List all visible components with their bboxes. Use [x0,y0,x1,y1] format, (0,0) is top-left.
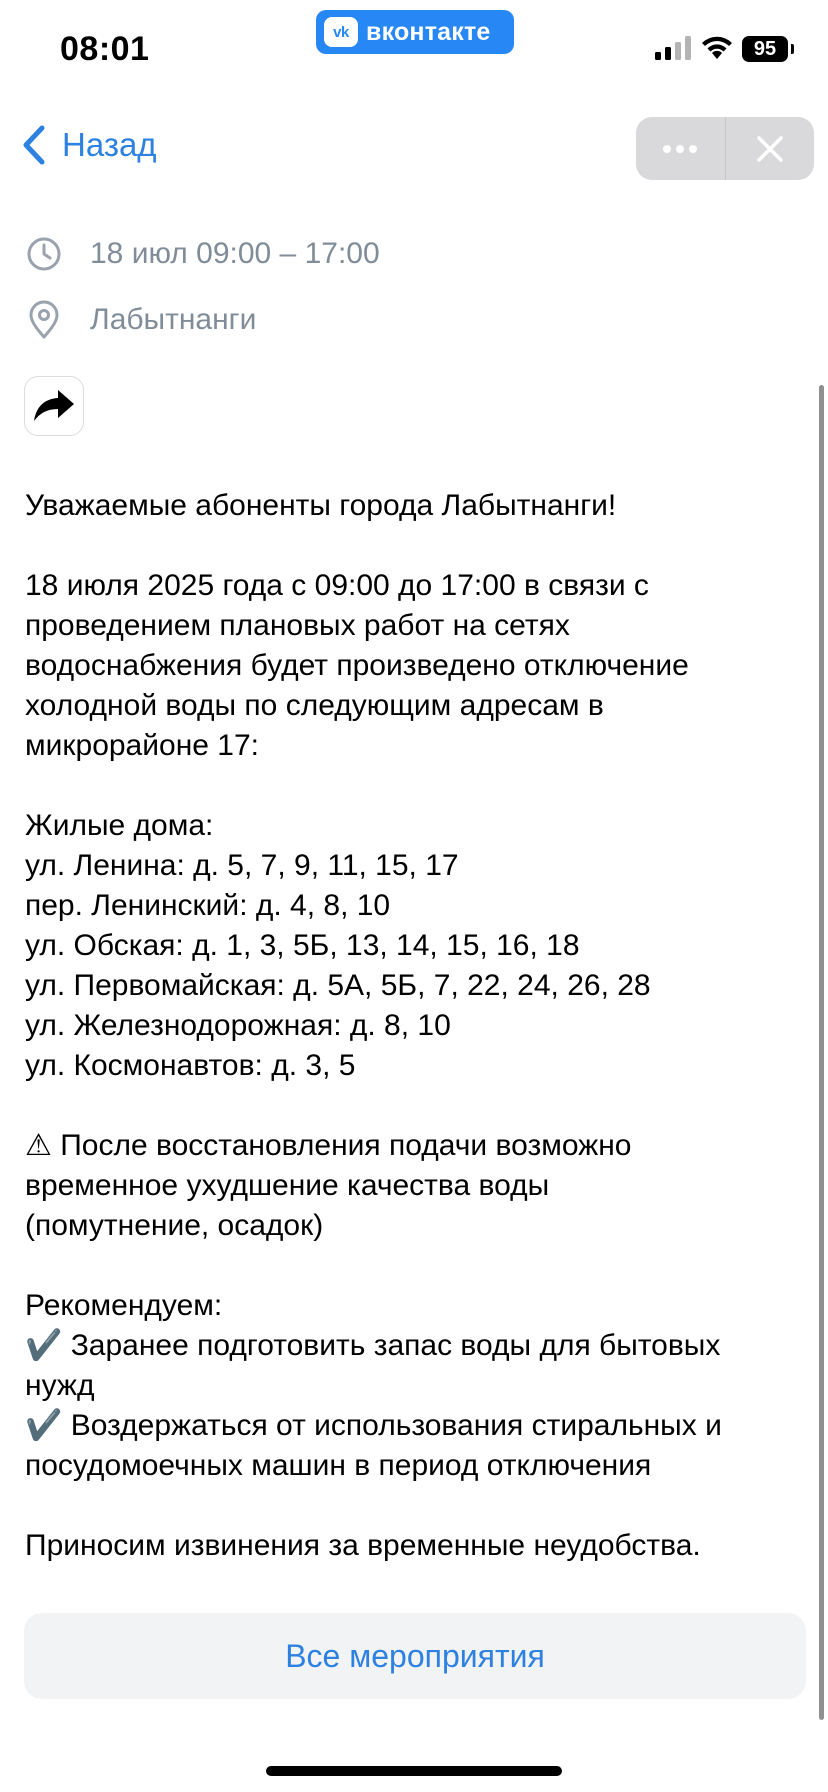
address-line: ул. Ленина: д. 5, 7, 9, 11, 15, 17 [25,849,459,882]
share-arrow-icon [32,388,76,424]
paragraph-gap [25,526,805,566]
post-body [25,486,805,1566]
address-line: ул. Первомайская: д. 5А, 5Б, 7, 22, 24, 26, 28 [25,969,651,1002]
cellular-signal-icon [655,36,693,60]
battery-level: 95 [742,36,788,62]
paragraph-gap [25,1486,805,1526]
location-pin-icon [26,300,62,340]
chevron-left-icon [20,124,48,166]
more-button[interactable] [636,117,725,180]
address-line: ул. Космонавтов: д. 3, 5 [25,1049,356,1082]
vk-badge-label: вконтакте [366,17,491,46]
status-time: 08:01 [60,30,150,68]
recommend-line: ✔️ Заранее подготовить запас воды для бытовых [25,1329,721,1362]
close-icon [756,135,784,163]
warning-line: временное ухудшение качества воды [25,1169,550,1202]
battery-tip [791,44,794,54]
paragraph-gap [25,1246,805,1286]
notice-line: холодной воды по следующим адресам в [25,689,604,722]
recommend-line: нужд [25,1369,95,1402]
addresses-title: Жилые дома: [25,809,214,842]
mini-app-capsule [636,117,814,180]
share-button[interactable] [24,376,84,436]
vk-app-badge[interactable] [316,10,514,54]
post-closing: Приносим извинения за временные неудобства. [25,1529,701,1562]
all-events-button[interactable]: Все мероприятия [24,1613,806,1699]
home-indicator[interactable] [266,1766,562,1776]
address-line: ул. Обская: д. 1, 3, 5Б, 13, 14, 15, 16, 18 [25,929,580,962]
paragraph-gap [25,1086,805,1126]
notice-line: проведением плановых работ на сетях [25,609,570,642]
warning-line: ⚠ После восстановления подачи возможно [25,1129,632,1162]
scrollbar[interactable] [819,385,824,1720]
close-button[interactable] [726,117,815,180]
wifi-icon [700,34,734,60]
event-datetime-row [26,236,380,272]
notice-line: микрорайоне 17: [25,729,259,762]
recommend-title: Рекомендуем: [25,1289,223,1322]
vk-logo-icon: vk [324,17,358,47]
notice-line: 18 июля 2025 года с 09:00 до 17:00 в связи с [25,569,649,602]
back-button[interactable] [20,124,157,166]
back-label: Назад [62,126,157,163]
notice-line: водоснабжения будет произведено отключение [25,649,689,682]
recommend-line: посудомоечных машин в период отключения [25,1449,652,1482]
address-line: ул. Железнодорожная: д. 8, 10 [25,1009,451,1042]
clock-icon [26,236,62,272]
post-greeting: Уважаемые абоненты города Лабытнанги! [25,489,617,522]
event-datetime: 18 июл 09:00 – 17:00 [90,237,380,270]
paragraph-gap [25,766,805,806]
event-location: Лабытнанги [90,303,257,336]
event-location-row [26,300,256,340]
ellipsis-icon [662,144,698,154]
recommend-line: ✔️ Воздержаться от использования стиральных и [25,1409,722,1442]
address-line: пер. Ленинский: д. 4, 8, 10 [25,889,391,922]
warning-line: (помутнение, осадок) [25,1209,324,1242]
